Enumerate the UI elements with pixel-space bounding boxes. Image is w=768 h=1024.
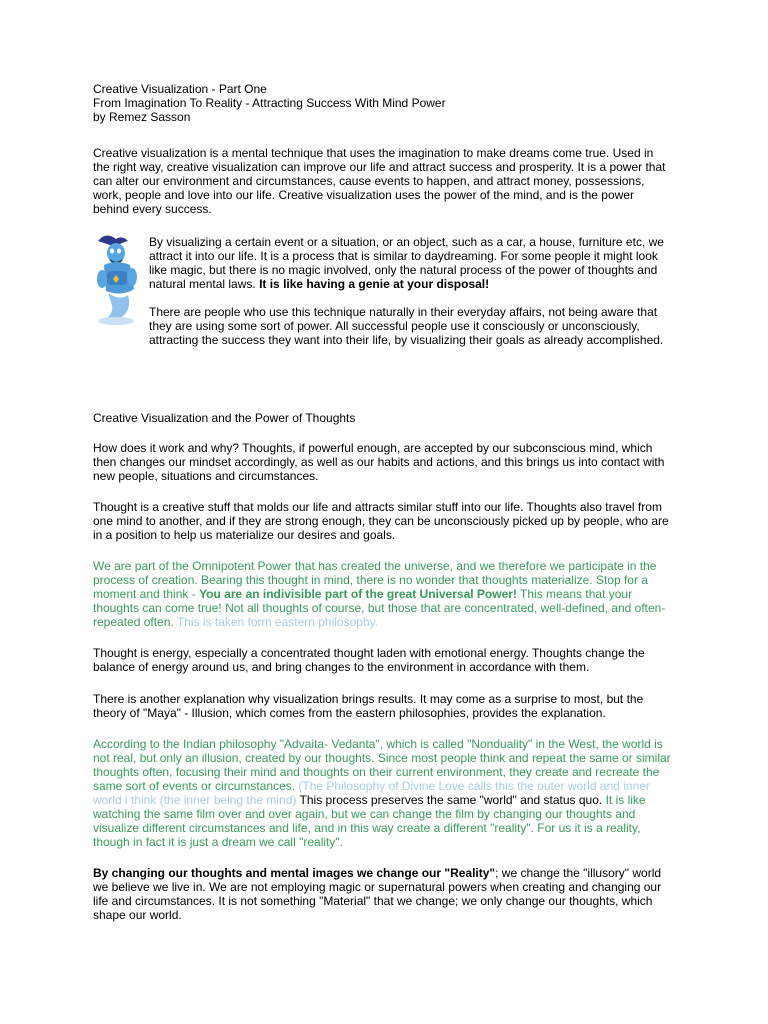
document-header [93, 82, 673, 124]
paragraph-advaita-d: It is like watching the same film over and over again, but we can change the film by changing our thoughts and visualize different circumstances and life, and in this way create a different "reality". For us it is a reality, though in fact it is just a dream we call "reality". [93, 793, 646, 849]
paragraph-omnipotent-note: This is taken form eastern philosophy. [176, 615, 379, 629]
paragraph-omnipotent [93, 559, 673, 629]
genie-paragraph-1 [149, 235, 673, 291]
paragraph-energy: Thought is energy, especially a concentrated thought laden with emotional energy. Thoughts change the balance of energy around us, and bring changes to the environment in accordance with them. [93, 646, 645, 674]
paragraph-changing-rest: ; we change the "illusory" world we believe we live in. We are not employing magic or supernatural powers when creating and changing our life and circumstances. It is not something "Material" that we change; we only change our thoughts, which shape our world. [93, 866, 662, 922]
paragraph-omnipotent-a: We are part of the Omnipotent Power that has created the universe, and we therefore we participate in the process of creation. Bearing this thought in mind, there is no wonder that thoughts materialize. Stop for a moment and think - [93, 559, 657, 601]
paragraph-omnipotent-bold: You are an indivisible part of the great Universal Power! [199, 587, 517, 601]
section-heading: Creative Visualization and the Power of Thoughts [93, 411, 356, 425]
paragraph-how: How does it work and why? Thoughts, if powerful enough, are accepted by our subconscious mind, which then changes our mindset accordingly, as well as our habits and actions, and this brings us into contact with new people, situations and circumstances. [93, 441, 665, 483]
paragraph-advaita-c: This process preserves the same "world" and status quo. [296, 793, 606, 807]
genie-paragraph-2: There are people who use this technique naturally in their everyday affairs, not being aware that they are using some sort of power. All successful people use it consciously or unconsciously, attracting the success they want into their life, by visualizing their goals as already accomplished. [149, 305, 664, 347]
genie-icon [92, 231, 142, 327]
intro-paragraph: Creative visualization is a mental technique that uses the imagination to make dreams come true. Used in the right way, creative visualization can improve our life and attract success and prosperity. It is a power that can alter our environment and circumstances, cause events to happen, and attract money, possessions, work, people and love into our life. Creative visualization uses the power of the mind, and is the power behind every success. [93, 146, 666, 216]
genie-section [149, 235, 673, 347]
paragraph-advaita [93, 737, 673, 849]
paragraph-thought: Thought is a creative stuff that molds our life and attracts similar stuff into our life. Thoughts also travel from one mind to another, and if they are strong enough, they can be unconsciously picked up by people, who are in a position to help us materialize our desires and goals. [93, 500, 669, 542]
paragraph-omnipotent-b: This means that your thoughts can come true! Not all thoughts of course, but those that are concentrated, well-defined, and often-repeated often. [93, 587, 666, 629]
genie-paragraph-1-text: By visualizing a certain event or a situation, or an object, such as a car, a house, furniture etc, we attract it into our life. It is a process that is similar to daydreaming. For some people it might look like magic, but there is no magic involved, only the natural process of the power of thoughts and natural mental laws. [149, 235, 664, 291]
paragraph-maya: There is another explanation why visualization brings results. It may come as a surprise to most, but the theory of "Maya" - Illusion, which comes from the eastern philosophies, provides the explanation. [93, 692, 644, 720]
paragraph-changing-bold: By changing our thoughts and mental images we change our "Reality" [93, 866, 496, 880]
document-subtitle: From Imagination To Reality - Attracting Success With Mind Power [93, 96, 446, 110]
document-author: by Remez Sasson [93, 110, 191, 124]
document-title: Creative Visualization - Part One [93, 82, 267, 96]
genie-paragraph-1-bold: It is like having a genie at your disposal! [259, 277, 490, 291]
paragraph-changing [93, 866, 673, 922]
paragraph-advaita-a: According to the Indian philosophy "Advaita- Vedanta", which is called "Nonduality" in the West, the world is not real, but only an illusion, created by our thoughts. Since most people think and repeat the same or similar thoughts often, focusing their mind and thoughts on their current environment, they create and recreate the same sort of events or circumstances. [93, 737, 671, 793]
paragraph-advaita-note: (The Philosophy of Divine Love calls this the outer world and inner world i think (the inner being the mind) [93, 779, 650, 807]
